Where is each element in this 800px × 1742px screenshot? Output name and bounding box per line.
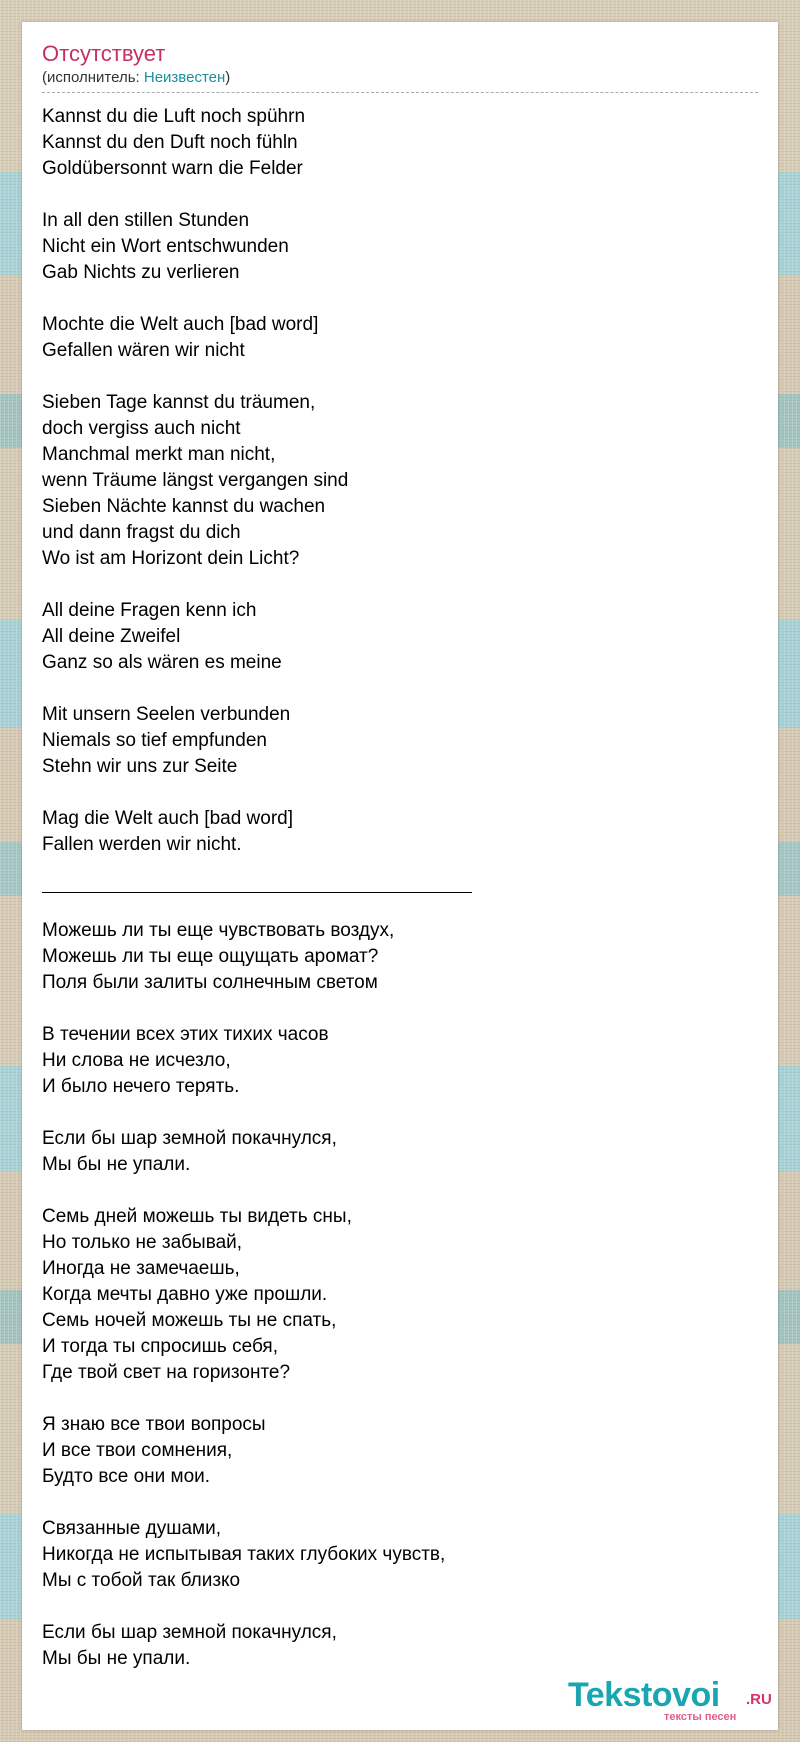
lyric-line: Fallen werden wir nicht. bbox=[42, 834, 242, 855]
lyric-line: Иногда не замечаешь, bbox=[42, 1258, 240, 1279]
lyric-line: Mochte die Welt auch [bad word] bbox=[42, 314, 319, 335]
lyric-line: Если бы шар земной покачнулся, bbox=[42, 1622, 337, 1643]
lyric-line: Семь дней можешь ты видеть сны, bbox=[42, 1206, 352, 1227]
original-stanza bbox=[42, 104, 758, 182]
original-stanza bbox=[42, 312, 758, 364]
lyric-line: Gefallen wären wir nicht bbox=[42, 340, 245, 361]
translation-stanza bbox=[42, 1516, 758, 1594]
artist-prefix: (исполнитель: bbox=[42, 69, 144, 86]
logo-tagline: тексты песен bbox=[664, 1711, 737, 1723]
original-stanza bbox=[42, 806, 758, 858]
lyric-line: wenn Träume längst vergangen sind bbox=[42, 470, 349, 491]
stanza-gap bbox=[42, 1178, 758, 1204]
separator-rule bbox=[42, 892, 472, 893]
original-stanza bbox=[42, 390, 758, 572]
lyric-line: Мы бы не упали. bbox=[42, 1154, 191, 1175]
lyric-line: Я знаю все твои вопросы bbox=[42, 1414, 266, 1435]
translation-stanza bbox=[42, 1126, 758, 1178]
stanza-gap bbox=[42, 676, 758, 702]
song-title: Отсутствует bbox=[42, 41, 166, 66]
lyric-line: Mag die Welt auch [bad word] bbox=[42, 808, 294, 829]
lyric-line: Никогда не испытывая таких глубоких чувств, bbox=[42, 1544, 446, 1565]
lyrics-card bbox=[22, 22, 778, 1730]
stanza-gap bbox=[42, 1490, 758, 1516]
stanza-gap bbox=[42, 182, 758, 208]
lyric-line: Будто все они мои. bbox=[42, 1466, 211, 1487]
stanza-gap bbox=[42, 572, 758, 598]
lyric-line: Поля были залиты солнечным светом bbox=[42, 972, 378, 993]
lyric-line: Мы бы не упали. bbox=[42, 1648, 191, 1669]
original-stanza bbox=[42, 208, 758, 286]
lyric-line: und dann fragst du dich bbox=[42, 522, 241, 543]
translation-stanza bbox=[42, 1620, 758, 1672]
lyric-line: Можешь ли ты еще чувствовать воздух, bbox=[42, 920, 395, 941]
lyric-line: Но только не забывай, bbox=[42, 1232, 243, 1253]
lyric-line: И тогда ты спросишь себя, bbox=[42, 1336, 278, 1357]
artist-line bbox=[42, 68, 758, 88]
lyric-line: Goldübersonnt warn die Felder bbox=[42, 158, 303, 179]
stanza-gap bbox=[42, 1386, 758, 1412]
lyric-line: In all den stillen Stunden bbox=[42, 210, 250, 231]
lyric-line: All deine Zweifel bbox=[42, 626, 181, 647]
lyric-line: Nicht ein Wort entschwunden bbox=[42, 236, 289, 257]
artist-link[interactable]: Неизвестен bbox=[143, 69, 226, 86]
lyric-line: Если бы шар земной покачнулся, bbox=[42, 1128, 337, 1149]
song-header bbox=[42, 40, 758, 88]
lyric-line: Niemals so tief empfunden bbox=[42, 730, 267, 751]
stanza-gap bbox=[42, 364, 758, 390]
lyric-line: Связанные душами, bbox=[42, 1518, 222, 1539]
lyric-line: Ganz so als wären es meine bbox=[42, 652, 282, 673]
lyric-line: Когда мечты давно уже прошли. bbox=[42, 1284, 328, 1305]
lyric-line: Семь ночей можешь ты не спать, bbox=[42, 1310, 337, 1331]
lyric-line: Где твой свет на горизонте? bbox=[42, 1362, 291, 1383]
translation-stanza bbox=[42, 918, 758, 996]
logo-tld: .RU bbox=[746, 1691, 772, 1708]
stanza-gap bbox=[42, 780, 758, 806]
site-logo[interactable] bbox=[568, 1676, 772, 1726]
lyric-line: Mit unsern Seelen verbunden bbox=[42, 704, 291, 725]
lyric-line: Wo ist am Horizont dein Licht? bbox=[42, 548, 300, 569]
stanza-gap bbox=[42, 996, 758, 1022]
logo-wordmark: Tekstovoi bbox=[568, 1676, 720, 1714]
lyric-line: Sieben Tage kannst du träumen, bbox=[42, 392, 316, 413]
lyric-line: Sieben Nächte kannst du wachen bbox=[42, 496, 326, 517]
lyrics-text bbox=[42, 104, 758, 1672]
lyric-line: Kannst du die Luft noch spührn bbox=[42, 106, 306, 127]
lyric-line: Manchmal merkt man nicht, bbox=[42, 444, 276, 465]
lyric-line: Мы с тобой так близко bbox=[42, 1570, 241, 1591]
header-divider bbox=[42, 92, 758, 93]
translation-stanza bbox=[42, 1022, 758, 1100]
stanza-gap bbox=[42, 1594, 758, 1620]
lyric-line: Ни слова не исчезло, bbox=[42, 1050, 231, 1071]
original-stanza bbox=[42, 702, 758, 780]
translation-separator bbox=[42, 858, 758, 918]
lyric-line: В течении всех этих тихих часов bbox=[42, 1024, 329, 1045]
lyric-line: Kannst du den Duft noch fühln bbox=[42, 132, 298, 153]
lyric-line: doch vergiss auch nicht bbox=[42, 418, 241, 439]
artist-suffix: ) bbox=[225, 69, 231, 86]
stanza-gap bbox=[42, 1100, 758, 1126]
lyric-line: Gab Nichts zu verlieren bbox=[42, 262, 240, 283]
translation-stanza bbox=[42, 1412, 758, 1490]
lyric-line: И все твои сомнения, bbox=[42, 1440, 233, 1461]
lyric-line: Можешь ли ты еще ощущать аромат? bbox=[42, 946, 379, 967]
lyric-line: All deine Fragen kenn ich bbox=[42, 600, 257, 621]
original-stanza bbox=[42, 598, 758, 676]
stanza-gap bbox=[42, 286, 758, 312]
lyric-line: Stehn wir uns zur Seite bbox=[42, 756, 238, 777]
translation-stanza bbox=[42, 1204, 758, 1386]
lyric-line: И было нечего терять. bbox=[42, 1076, 240, 1097]
